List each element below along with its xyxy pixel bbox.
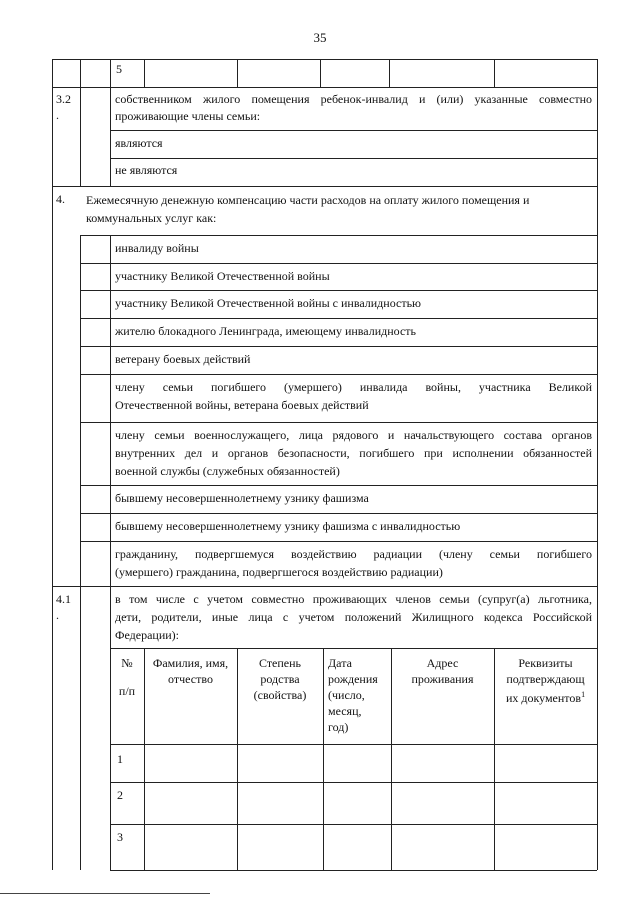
section-3-2-number: 3.2 xyxy=(56,92,71,106)
top-row-cell: 5 xyxy=(116,62,122,76)
option-wwii-participant-disabled[interactable]: участнику Великой Отечественной войны с инвалидностью xyxy=(115,296,422,310)
option-are[interactable]: являются xyxy=(115,136,163,150)
section-4-number: 4. xyxy=(56,192,65,206)
option-wwii-participant[interactable]: участнику Великой Отечественной войны xyxy=(115,269,330,283)
header-address: Адрес проживания xyxy=(411,656,474,686)
page-number: 35 xyxy=(313,30,327,45)
option-former-minor-prisoner-disabled[interactable]: бывшему несовершеннолетнему узнику фашизма с инвалидностью xyxy=(115,519,461,533)
section-4-1-number: 4.1 xyxy=(56,592,71,606)
header-full-name: Фамилия, имя, отчество xyxy=(152,656,229,686)
section-4-1-text-line3: Федерации): xyxy=(115,628,180,642)
header-relationship: Степень родства (свойства) xyxy=(253,656,307,702)
footnote-marker: 1 xyxy=(581,690,586,699)
table-row-number: 2 xyxy=(117,788,123,802)
section-3-2-text-line1: собственником жилого помещения ребенок-инвалид и (или) указанные совместно xyxy=(115,92,592,106)
table-row-number: 3 xyxy=(117,830,123,844)
option-leningrad-siege-resident[interactable]: жителю блокадного Ленинграда, имеющему инвалидность xyxy=(115,324,417,338)
section-4-1-text-line1: в том числе с учетом совместно проживающих членов семьи (супруг(а) льготника, xyxy=(115,592,592,606)
option-combat-veteran[interactable]: ветерану боевых действий xyxy=(115,352,251,366)
header-documents: Реквизиты подтверждающ их документов$^1$ xyxy=(505,656,586,705)
header-birth-date: Дата рождения (число, месяц, год) xyxy=(328,656,378,734)
option-war-invalid[interactable]: инвалиду войны xyxy=(115,241,199,255)
section-4-1-text-line2: дети, родители, иные лица с учетом положений Жилищного кодекса Российской xyxy=(115,610,592,624)
section-4-text-line1: Ежемесячную денежную компенсацию части расходов на оплату жилого помещения и xyxy=(86,193,530,207)
table-row-number: 1 xyxy=(117,752,123,766)
option-former-minor-prisoner[interactable]: бывшему несовершеннолетнему узнику фашизма xyxy=(115,491,369,505)
section-4-1-dot: . xyxy=(56,608,59,622)
option-are-not[interactable]: не являются xyxy=(115,163,178,177)
section-3-2-text-line2: проживающие члены семьи: xyxy=(115,109,261,123)
footnote-separator xyxy=(0,893,210,894)
header-number: № п/п xyxy=(118,656,136,698)
section-3-2-dot: . xyxy=(56,108,59,122)
section-4-text-line2: коммунальных услуг как: xyxy=(86,211,217,225)
